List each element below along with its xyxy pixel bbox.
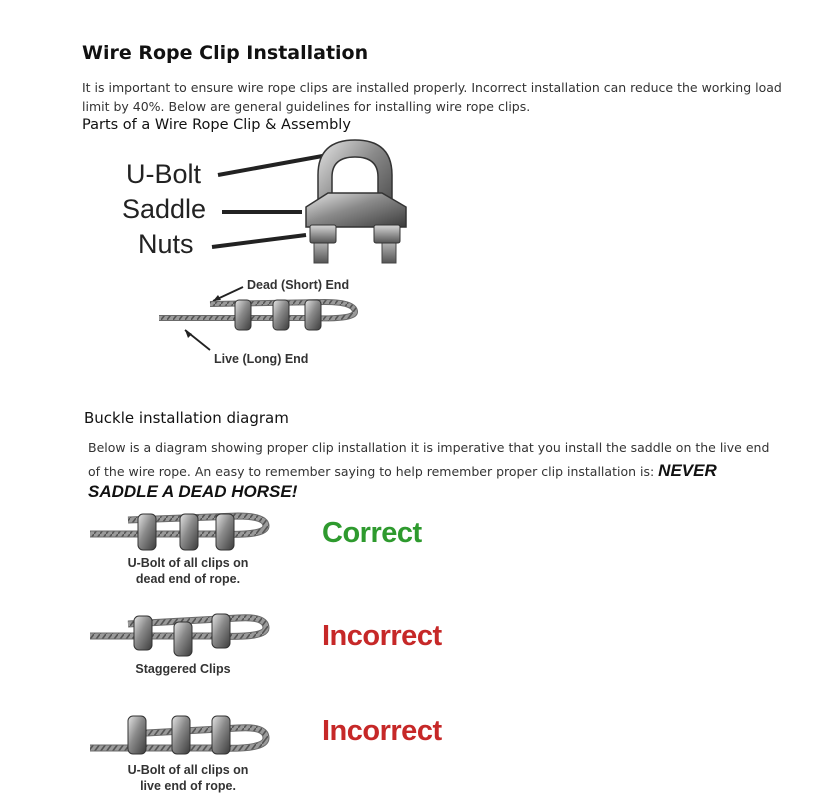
example-live-end-image: [88, 712, 273, 767]
caption-line: live end of rope.: [140, 779, 236, 793]
example-correct-caption: [98, 555, 278, 587]
label-ubolt: U-Bolt: [126, 159, 202, 189]
rope-assembly-image: [155, 280, 370, 365]
example-staggered-caption: [98, 661, 268, 677]
label-dead-end: Dead (Short) End: [247, 278, 350, 292]
saying-never: NEVER: [658, 461, 717, 480]
status-incorrect-live-end: Incorrect: [322, 715, 442, 747]
wire-rope-clip-image: [210, 135, 450, 270]
caption-line: U-Bolt of all clips on: [127, 763, 249, 777]
label-saddle: Saddle: [122, 194, 207, 224]
description-text: Below is a diagram showing proper clip installation it is imperative that you install the saddle on the live end of the wire rope. An easy to remember saying to help remember proper clip installation is:: [88, 440, 770, 479]
page-title: Wire Rope Clip Installation: [82, 42, 369, 64]
description-paragraph: [88, 436, 778, 483]
label-nuts: Nuts: [138, 229, 194, 259]
status-incorrect-staggered: Incorrect: [322, 620, 442, 652]
intro-paragraph: It is important to ensure wire rope clips are installed properly. Incorrect installation can reduce the working load limit by 40%. Below are general guidelines for installing wire rope clips.: [82, 80, 782, 114]
example-staggered-image: [88, 610, 273, 660]
buckle-heading: Buckle installation diagram: [84, 409, 289, 427]
caption-line: Staggered Clips: [135, 662, 231, 676]
example-correct-image: [88, 510, 273, 560]
parts-heading: Parts of a Wire Rope Clip & Assembly: [82, 117, 351, 133]
example-live-end-caption: [98, 762, 278, 794]
caption-line: dead end of rope.: [135, 572, 241, 586]
status-correct: Correct: [322, 517, 422, 549]
saying-line: SADDLE A DEAD HORSE!: [88, 482, 298, 501]
caption-line: U-Bolt of all clips on: [127, 556, 249, 570]
label-live-end: Live (Long) End: [214, 352, 309, 366]
